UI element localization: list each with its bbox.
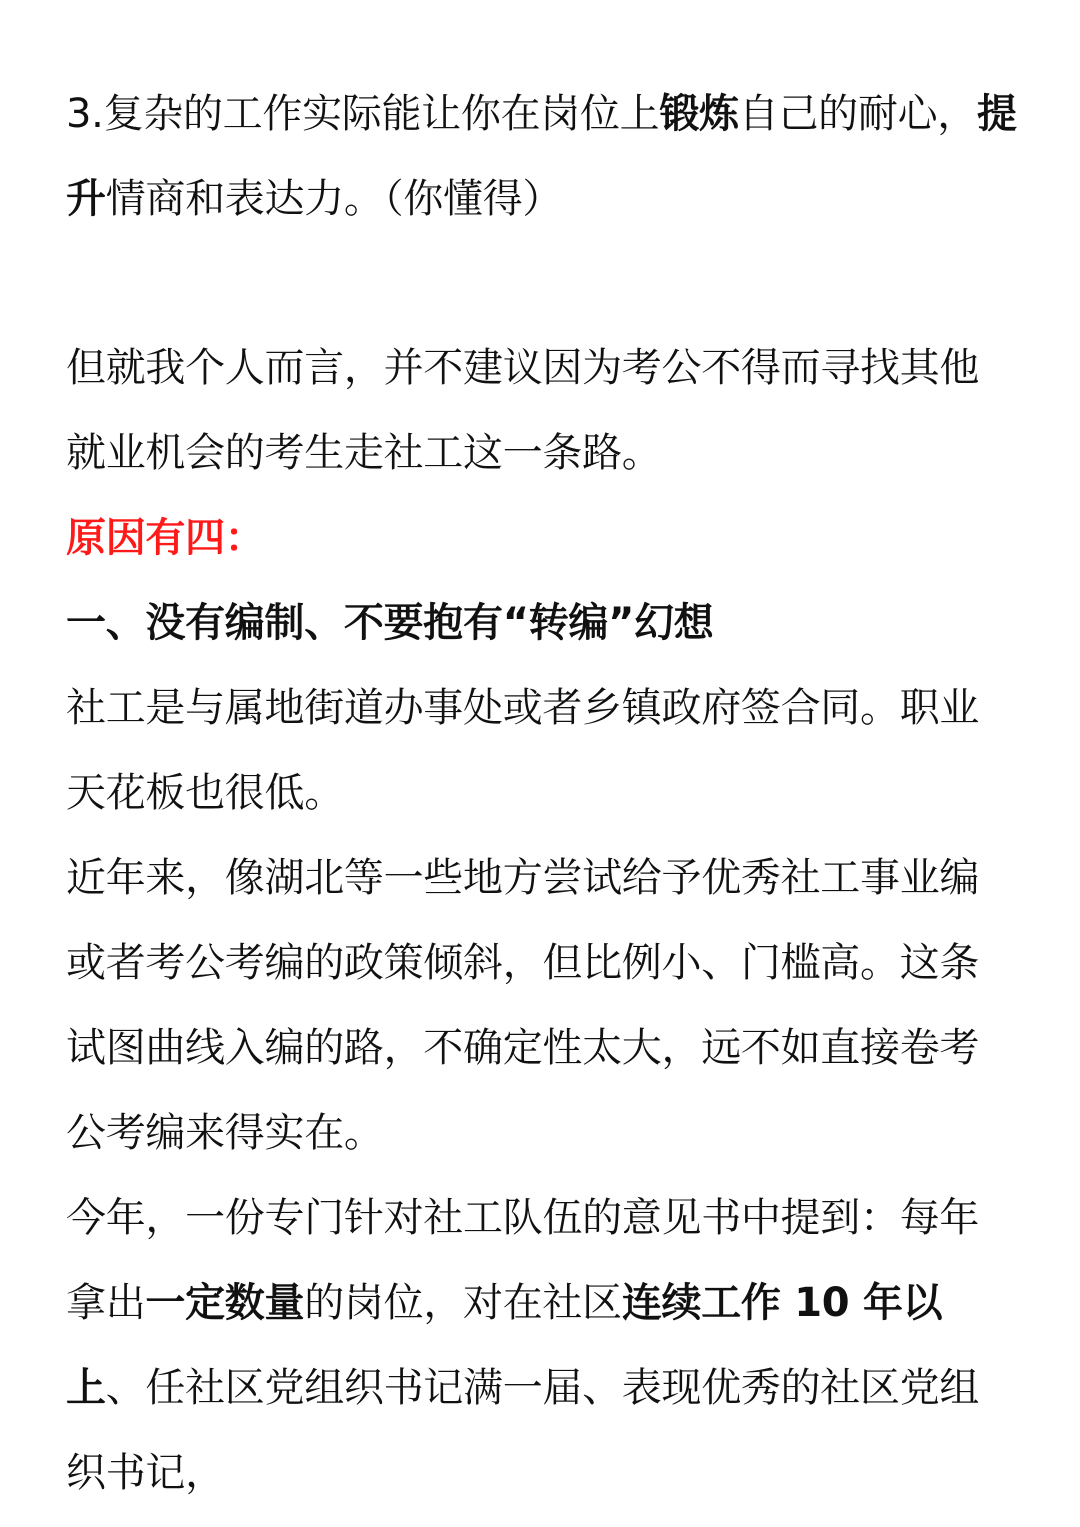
text-run: 情商和表达力。（你懂得）	[105, 176, 563, 222]
section-heading-1: 一、没有编制、不要抱有“转编”幻想	[66, 600, 714, 646]
article-body	[66, 72, 1018, 1516]
paragraph-this-year	[66, 1176, 1018, 1516]
text-run: 自己的耐心，	[738, 91, 977, 137]
reason-heading: 原因有四：	[66, 515, 265, 561]
paragraph-point-3	[66, 72, 1018, 242]
bold-run: 提升	[66, 91, 1017, 222]
paragraph-recent-years: 近年来，像湖北等一些地方尝试给予优秀社工事业编或者考公考编的政策倾斜，但比例小、门槛高。这条试图曲线入编的路，不确定性太大，远不如直接卷考公考编来得实在。	[66, 855, 980, 1156]
text-run: 今年，一份专门针对社工队伍的意见书中提到：每年拿出	[66, 1195, 980, 1326]
bold-run: 一定数量	[145, 1280, 305, 1326]
text-run: 3.复杂的工作实际能让你在岗位上	[66, 91, 660, 137]
text-run: 的岗位，对在社区	[304, 1280, 622, 1326]
bold-run: 连续工作 10 年以上	[66, 1280, 943, 1411]
bold-run: 锻炼	[659, 91, 739, 137]
paragraph-contract: 社工是与属地街道办事处或者乡镇政府签合同。职业天花板也很低。	[66, 685, 980, 816]
text-run: 、任社区党组织书记满一届、表现优秀的社区党组织书记，	[66, 1365, 980, 1496]
paragraph-opinion: 但就我个人而言，并不建议因为考公不得而寻找其他就业机会的考生走社工这一条路。	[66, 345, 980, 476]
paragraph-spacer	[66, 242, 1018, 326]
